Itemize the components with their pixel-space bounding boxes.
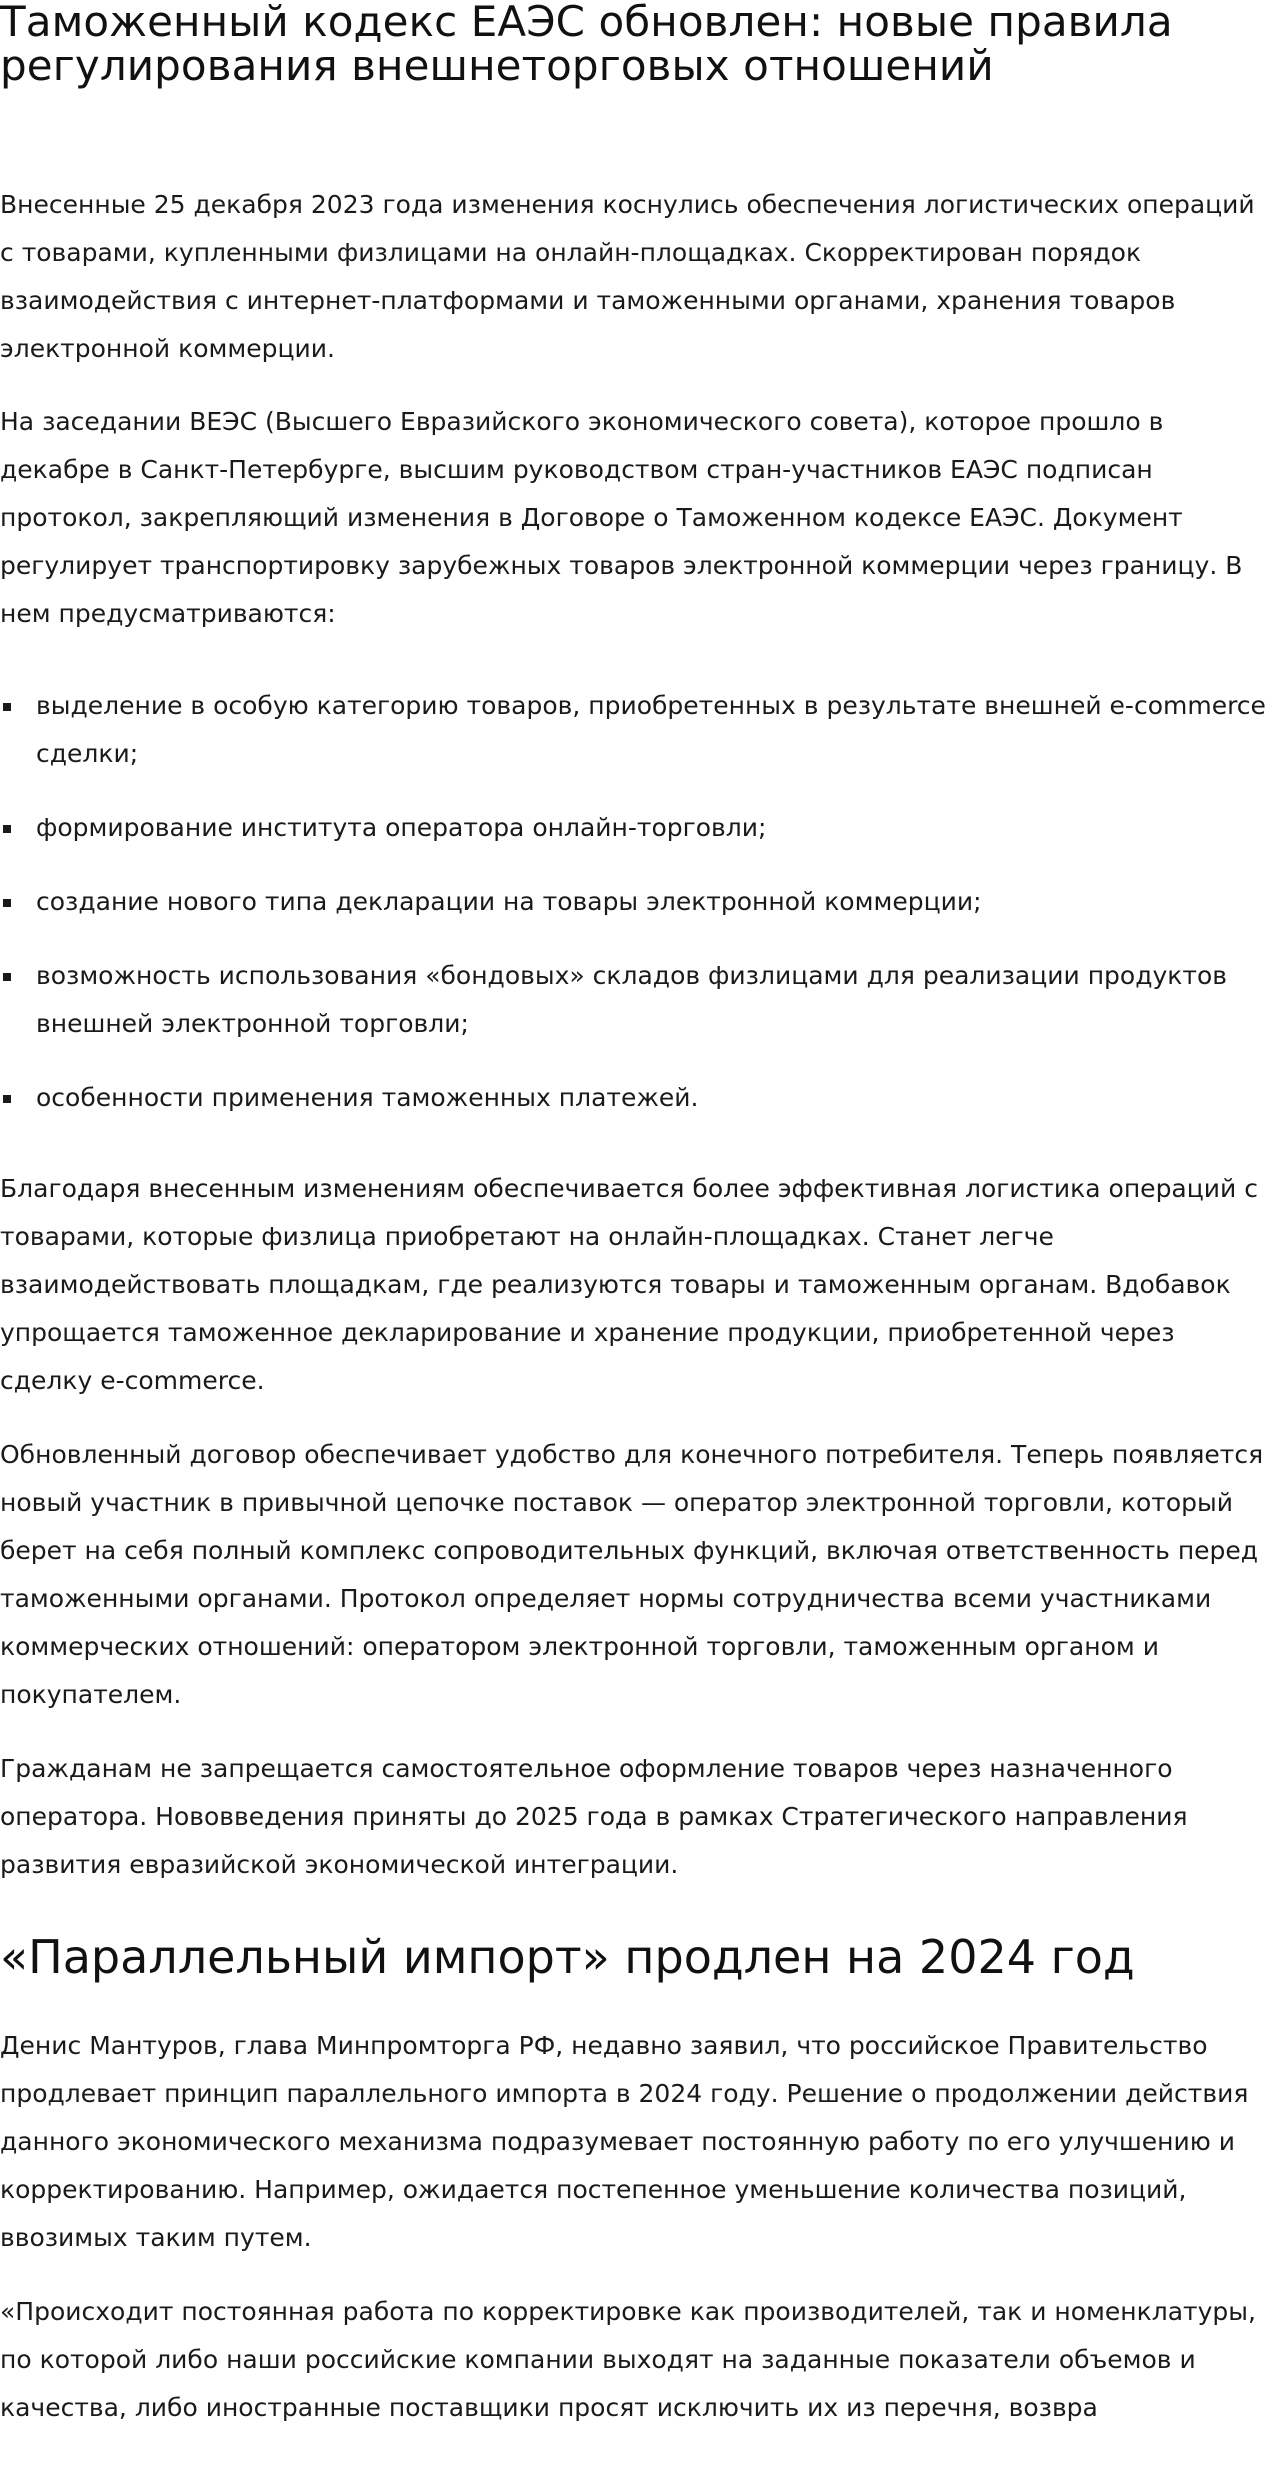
list-item [0, 878, 1268, 926]
list-item [0, 1074, 1268, 1122]
provisions-list [0, 682, 1268, 1122]
square-bullet-icon [3, 825, 11, 833]
list-item [0, 804, 1268, 852]
article-title: Таможенный кодекс ЕАЭС обновлен: новые правила регулирования внешнеторговых отношений [0, 0, 1173, 90]
list-item-text: особенности применения таможенных платежей. [36, 1083, 699, 1112]
paragraph-veec: На заседании ВЕЭС (Высшего Евразийского экономического совета), которое прошло в декабре в Санкт-Петербурге, высшим руководством стран-участников ЕАЭС подписан протокол, закрепляющий изменения в Договоре о Таможенном кодексе ЕАЭС. Документ регулирует транспортировку зарубежных товаров электронной коммерции через границу. В нем предусматриваются: [0, 407, 1243, 628]
list-item-text: формирование института оператора онлайн-торговли; [36, 813, 767, 842]
paragraph-benefits: Благодаря внесенным изменениям обеспечивается более эффективная логистика операций с товарами, которые физлица приобретают на онлайн-площадках. Станет легче взаимодействовать площадкам, где реализуются товары и таможенным органам. Вдобавок упрощается таможенное декларирование и хранение продукции, приобретенной через сделку e-commerce. [0, 1174, 1258, 1395]
square-bullet-icon [3, 973, 11, 981]
paragraph-citizens: Гражданам не запрещается самостоятельное оформление товаров через назначенного оператора. Нововведения приняты до 2025 года в рамках Стратегического направления развития евразийской экономической интеграции. [0, 1754, 1188, 1879]
list-item [0, 682, 1268, 778]
section-title-parallel-import: «Параллельный импорт» продлен на 2024 год [0, 1930, 1135, 1984]
list-item-text: возможность использования «бондовых» складов физлицами для реализации продуктов внешней электронной торговли; [36, 961, 1227, 1038]
list-item [0, 952, 1268, 1048]
paragraph-quote: «Происходит постоянная работа по корректировке как производителей, так и номенклатуры, по которой либо наши российские компании выходят на заданные показатели объемов и качества, либо иностранные поставщики просят исключить их из перечня, возвра [0, 2297, 1256, 2422]
list-item-text: выделение в особую категорию товаров, приобретенных в результате внешней e-commerce сделки; [36, 691, 1266, 768]
square-bullet-icon [3, 899, 11, 907]
square-bullet-icon [3, 703, 11, 711]
square-bullet-icon [3, 1095, 11, 1103]
list-item-text: создание нового типа декларации на товары электронной коммерции; [36, 887, 982, 916]
paragraph-intro: Внесенные 25 декабря 2023 года изменения коснулись обеспечения логистических операций с товарами, купленными физлицами на онлайн-площадках. Скорректирован порядок взаимодействия с интернет-платформами и таможенными органами, хранения товаров электронной коммерции. [0, 190, 1255, 363]
paragraph-updated-contract: Обновленный договор обеспечивает удобство для конечного потребителя. Теперь появляется новый участник в привычной цепочке поставок — оператор электронной торговли, который берет на себя полный комплекс сопроводительных функций, включая ответственность перед таможенными органами. Протокол определяет нормы сотрудничества всеми участниками коммерческих отношений: оператором электронной торговли, таможенным органом и покупателем. [0, 1440, 1264, 1709]
paragraph-manturov: Денис Мантуров, глава Минпромторга РФ, недавно заявил, что российское Правительство продлевает принцип параллельного импорта в 2024 году. Решение о продолжении действия данного экономического механизма подразумевает постоянную работу по его улучшению и корректированию. Например, ожидается постепенное уменьшение количества позиций, ввозимых таким путем. [0, 2031, 1249, 2252]
